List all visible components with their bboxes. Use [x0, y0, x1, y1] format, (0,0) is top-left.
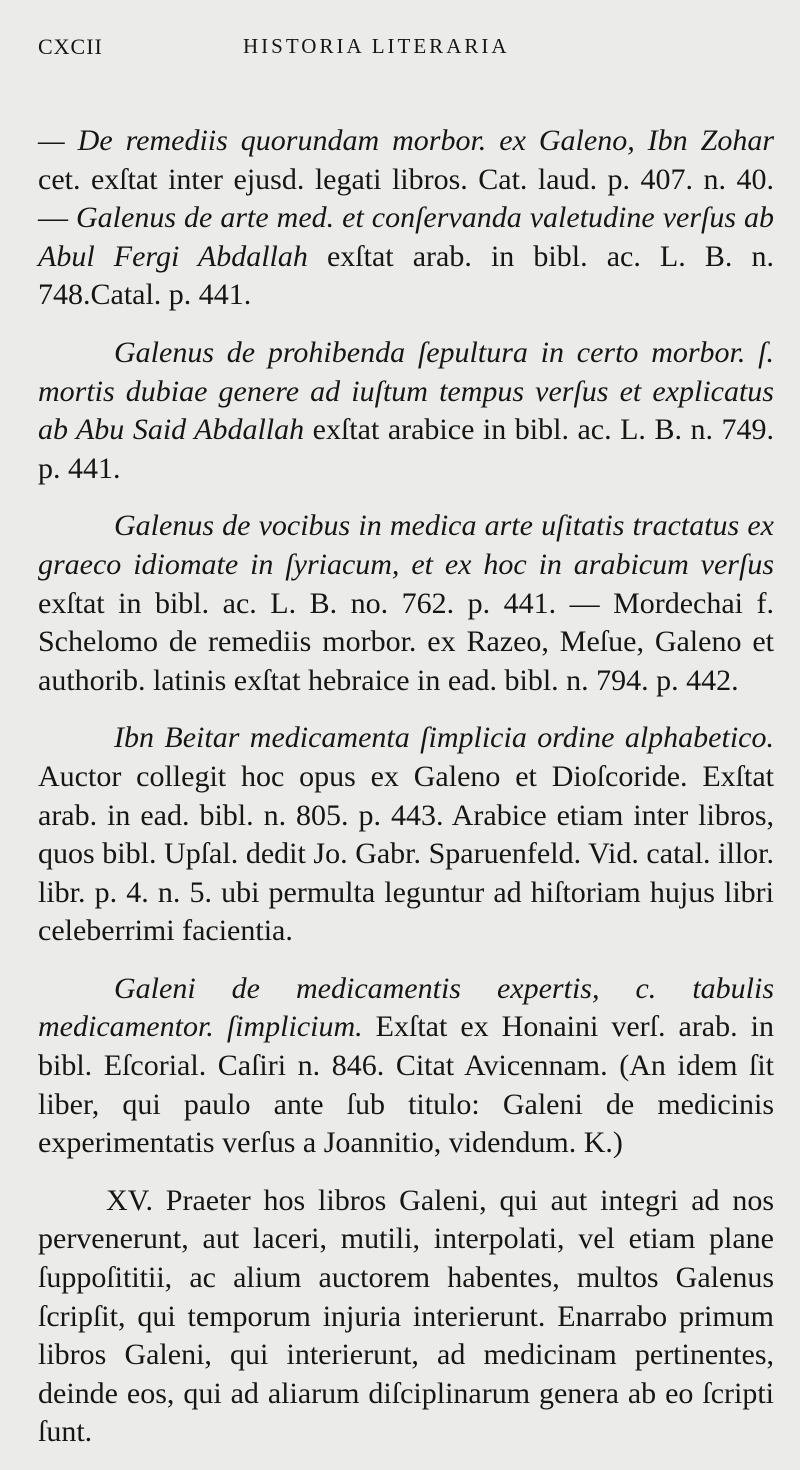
- paragraph-section-xv: [38, 1182, 774, 1452]
- body-text: [38, 122, 774, 1452]
- paragraph-text: XV. Praeter hos libros Galeni, qui aut integri ad nos pervenerunt, aut laceri, mutili, interpolati, vel etiam plane ſuppoſititii, ac alium auctorem habentes, multos Galenus ſcripſit, qui temporum injuria interierunt. Enarrabo primum libros Galeni, qui interierunt, ad medicinam pertinentes, deinde eos, qui ad aliarum diſciplinarum genera ab eo ſcripti ſunt.: [38, 1183, 774, 1449]
- paragraph-text: exſtat arabice in bibl. ac. L. B. n. 749. p. 441.: [38, 413, 774, 485]
- page-number: CXCII: [38, 34, 103, 59]
- paragraph-ibn-beitar: [38, 719, 774, 951]
- paragraph-text: cet. exſtat inter ejusd. legati libros. Cat. laud. p. 407. n. 40. —: [38, 162, 774, 235]
- paragraph-text: exſtat arab. in bibl. ac. L. B. n. 748.Catal. p. 441.: [38, 239, 774, 312]
- paragraph-de-prohibenda-sepultura: [38, 334, 774, 488]
- work-title: — De remediis quorundam morbor. ex Galeno, Ibn Zohar: [38, 124, 774, 157]
- paragraph-de-vocibus: [38, 507, 774, 700]
- work-title: Galenus de arte med. et conſervanda valetudine verſus ab Abul Fergi Abdallah: [38, 201, 775, 273]
- paragraph-text: Auctor collegit hoc opus ex Galeno et Dioſcoride. Exſtat arab. in ead. bibl. n. 805. p. 443. Arabice etiam inter libros, quos bibl. Upſal. dedit Jo. Gabr. Sparuenfeld. Vid. catal. illor. libr. p. 4. n. 5. ubi permulta leguntur ad hiſtoriam hujus libri celeberrimi facientia.: [38, 759, 774, 948]
- paragraph-text: Exſtat ex Honaini verſ. arab. in bibl. Eſcorial. Caſiri n. 846. Citat Avicennam. (An idem ſit liber, qui paulo ante ſub titulo: Galeni de medicinis experimentatis verſus a Joannitio, videndum. K.): [38, 1010, 774, 1160]
- paragraph-text: exſtat in bibl. ac. L. B. no. 762. p. 441. — Mordechai f. Schelomo de remediis morbor. ex Razeo, Meſue, Galeno et authorib. latinis exſtat hebraice in ead. bibl. n. 794. p. 442.: [38, 586, 774, 697]
- work-title: Galenus de prohibenda ſepultura in certo morbor. ſ. mortis dubiae genere ad iuſtum tempus verſus et explicatus ab Abu Said Abdallah: [38, 335, 774, 447]
- work-title: Galenus de vocibus in medica arte uſitatis tractatus ex graeco idiomate in ſyriacum, et ex hoc in arabicum verſus: [38, 509, 774, 581]
- running-title: HISTORIA LITERARIA: [243, 34, 510, 58]
- page-header: [38, 30, 774, 70]
- work-title: Ibn Beitar medicamenta ſimplicia ordine alphabetico.: [114, 721, 774, 755]
- paragraph-de-medicamentis-expertis: [38, 970, 774, 1163]
- work-title: Galeni de medicamentis expertis, c. tabulis medicamentor. ſimplicium.: [38, 971, 774, 1044]
- paragraph-de-remediis: [38, 122, 774, 315]
